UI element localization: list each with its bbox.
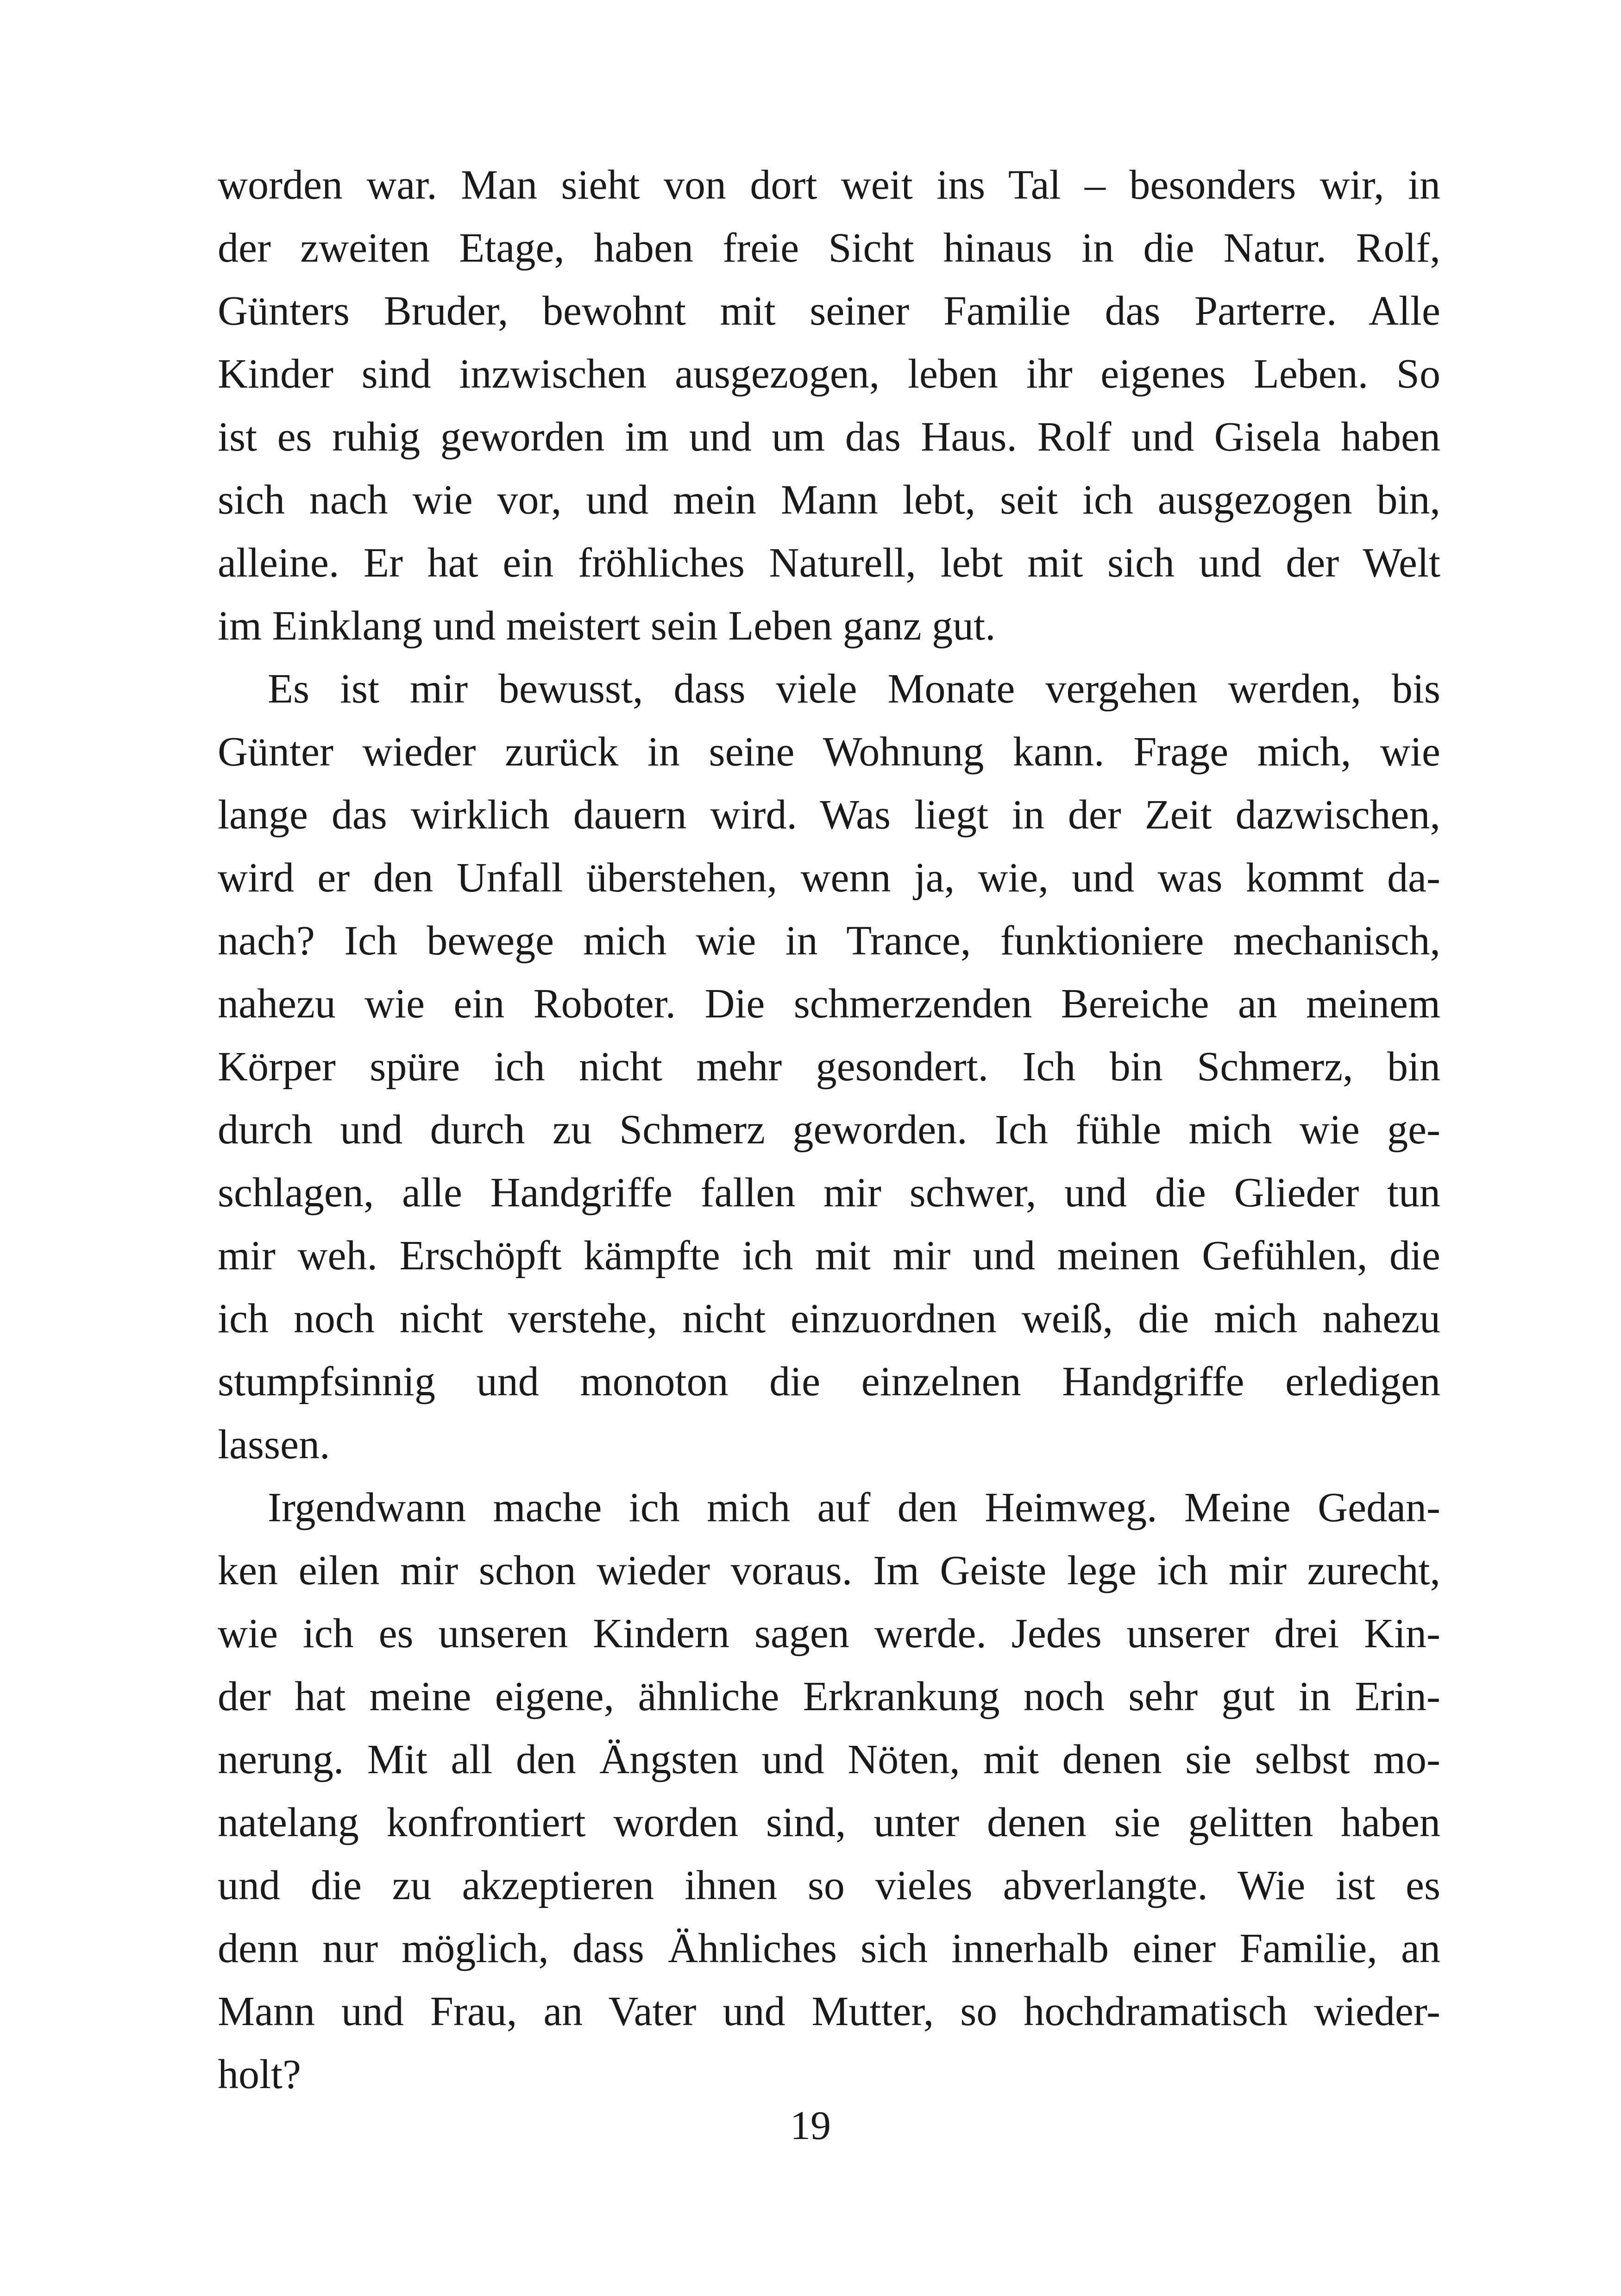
text-line: Günters Bruder, bewohnt mit seiner Familie das Parterre. Alle: [218, 288, 1440, 334]
paragraph-1: [218, 154, 1440, 658]
paragraph-2: [218, 658, 1440, 1476]
text-line: worden war. Man sieht von dort weit ins Tal – besonders wir, in: [218, 162, 1440, 208]
text-line: alleine. Er hat ein fröhliches Naturell, lebt mit sich und der Welt: [218, 540, 1440, 586]
text-line: lassen.: [218, 1422, 330, 1468]
text-line: wird er den Unfall überstehen, wenn ja, wie, und was kommt da-: [218, 855, 1440, 901]
text-line: nach? Ich bewege mich wie in Trance, funktioniere mechanisch,: [218, 918, 1440, 964]
text-line: denn nur möglich, dass Ähnliches sich innerhalb einer Familie, an: [218, 1926, 1440, 1971]
text-line: nerung. Mit all den Ängsten und Nöten, mit denen sie selbst mo-: [218, 1737, 1440, 1782]
text-line: wie ich es unseren Kindern sagen werde. Jedes unserer drei Kin-: [218, 1611, 1440, 1656]
text-line: schlagen, alle Handgriffe fallen mir schwer, und die Glieder tun: [218, 1170, 1440, 1216]
text-line: Kinder sind inzwischen ausgezogen, leben ihr eigenes Leben. So: [218, 351, 1440, 397]
text-line: nahezu wie ein Roboter. Die schmerzenden Bereiche an meinem: [218, 981, 1440, 1027]
text-line: durch und durch zu Schmerz geworden. Ich fühle mich wie ge-: [218, 1107, 1440, 1153]
text-line: holt?: [218, 2051, 301, 2097]
text-line: der hat meine eigene, ähnliche Erkrankung noch sehr gut in Erin-: [218, 1674, 1440, 1719]
text-line: der zweiten Etage, haben freie Sicht hinaus in die Natur. Rolf,: [218, 225, 1440, 271]
text-line: stumpfsinnig und monoton die einzelnen Handgriffe erledigen: [218, 1359, 1440, 1405]
text-line: Es ist mir bewusst, dass viele Monate vergehen werden, bis: [268, 666, 1440, 712]
text-line: Mann und Frau, an Vater und Mutter, so hochdramatisch wieder-: [218, 1989, 1440, 2034]
text-line: ist es ruhig geworden im und um das Haus. Rolf und Gisela haben: [218, 414, 1440, 460]
text-line: natelang konfrontiert worden sind, unter denen sie gelitten haben: [218, 1800, 1440, 1845]
text-line: lange das wirklich dauern wird. Was liegt in der Zeit dazwischen,: [218, 792, 1440, 838]
text-line: im Einklang und meistert sein Leben ganz gut.: [218, 603, 996, 649]
text-line: sich nach wie vor, und mein Mann lebt, seit ich ausgezogen bin,: [218, 477, 1440, 523]
text-line: und die zu akzeptieren ihnen so vieles abverlangte. Wie ist es: [218, 1863, 1440, 1908]
paragraph-3: [218, 1476, 1440, 2106]
page-number: 19: [790, 2103, 831, 2148]
text-line: Günter wieder zurück in seine Wohnung kann. Frage mich, wie: [218, 729, 1440, 775]
text-line: Körper spüre ich nicht mehr gesondert. Ich bin Schmerz, bin: [218, 1044, 1440, 1090]
text-line: Irgendwann mache ich mich auf den Heimweg. Meine Gedan-: [268, 1485, 1440, 1531]
text-line: ken eilen mir schon wieder voraus. Im Geiste lege ich mir zurecht,: [218, 1548, 1440, 1593]
text-line: ich noch nicht verstehe, nicht einzuordnen weiß, die mich nahezu: [218, 1296, 1440, 1342]
body-text: [218, 154, 1440, 2106]
text-line: mir weh. Erschöpft kämpfte ich mit mir und meinen Gefühlen, die: [218, 1233, 1440, 1279]
